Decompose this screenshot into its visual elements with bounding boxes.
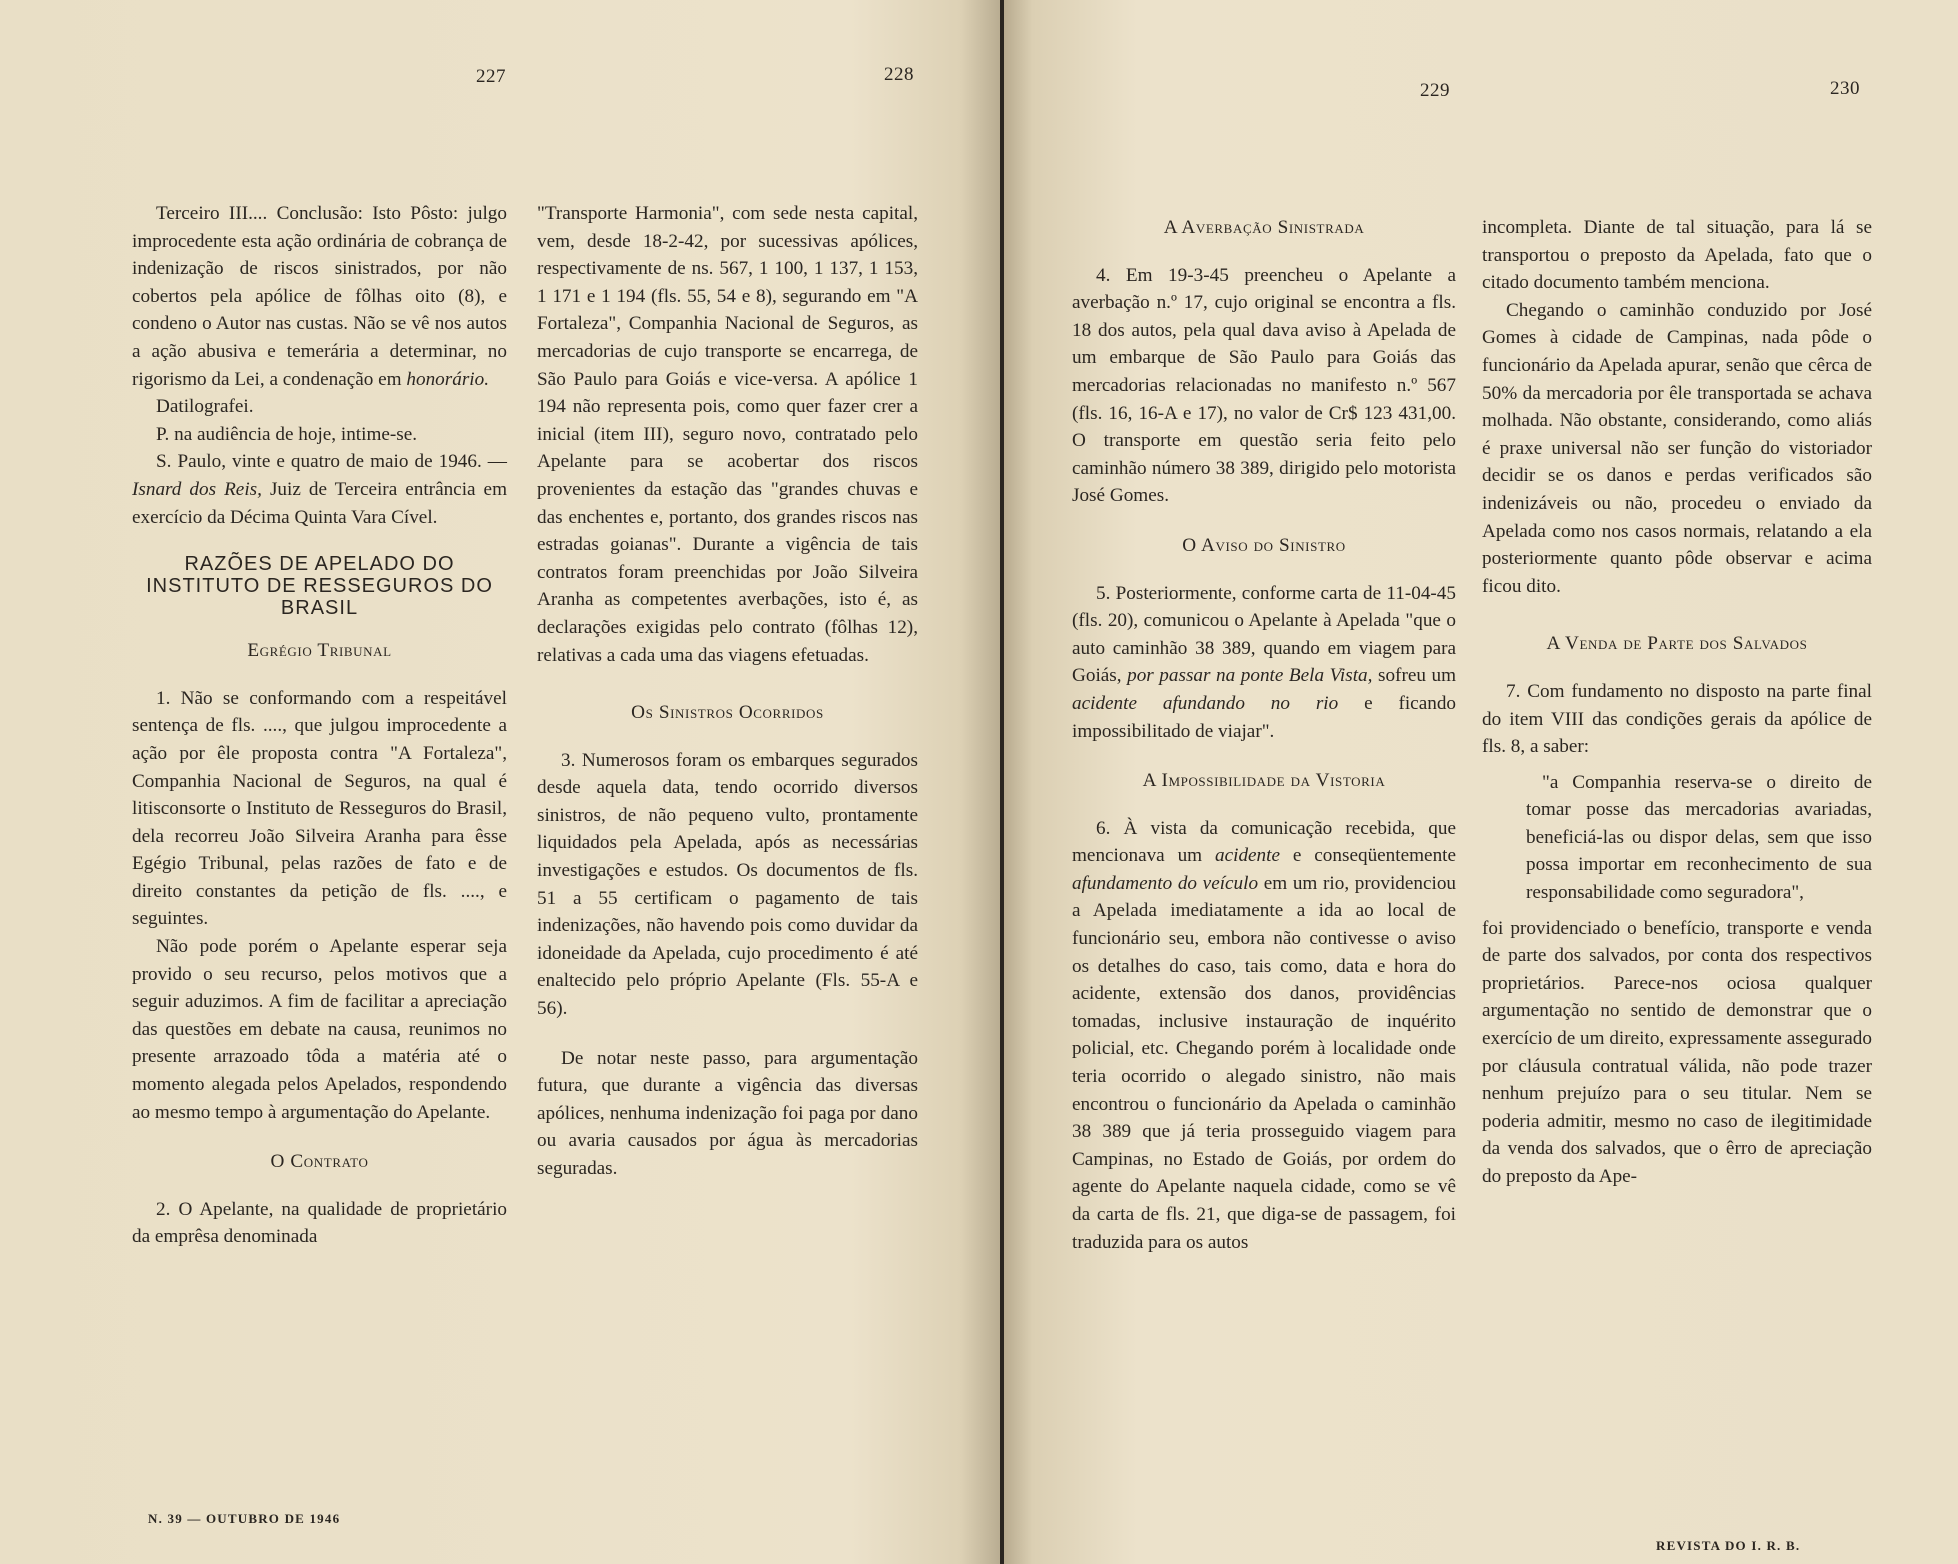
emphasis: acidente afundando no rio <box>1072 692 1339 714</box>
paragraph: P. na audiência de hoje, intime-se. <box>156 423 418 445</box>
emphasis: honorário. <box>406 368 490 390</box>
quoted-clause: "a Companhia reserva-se o direito de tomar posse das mercadorias avariadas, beneficiá-las ou dispor delas, sem que isso possa importar em reconhecimento de sua responsabilidade como seguradora", <box>1526 771 1872 904</box>
section-heading: O Aviso do Sinistro <box>1182 534 1346 556</box>
right-page <box>1004 0 1958 1564</box>
paragraph: 3. Numerosos foram os embarques segurados desde aquela data, tendo ocorrido diversos sinistros, de não pequeno vulto, prontamente liquidados pela Apelada, após as necessárias investigações e estudos. Os documentos de fls. 51 a 55 certificam o pagamento de tais indenizações, não havendo pois como duvidar da idoneidade da Apelada, cujo procedimento é até enaltecido pelo próprio Apelante (Fls. 55-A e 56). <box>537 749 918 1020</box>
paragraph <box>1072 815 1456 1257</box>
paragraph: foi providenciado o benefício, transporte e venda de parte dos salvados, por conta dos respectivos proprietários. Parece-nos ociosa qualquer argumentação no sentido de demonstrar que o exercício de um direito, expressamente assegurado por cláusula contratual válida, não pode trazer nenhum prejuízo para o seu titular. Nem se poderia admitir, mesmo no caso de ilegitimidade da venda dos salvados, que o êrro de apreciação do preposto da Ape- <box>1482 917 1872 1187</box>
text: Juiz de Terceira entrância em exercício da Décima Quinta Vara Cível. <box>132 478 507 528</box>
paragraph: "Transporte Harmonia", com sede nesta capital, vem, desde 18-2-42, por sucessivas apólices, respectivamente de ns. 567, 1 100, 1 137, 1 153, 1 171 e 1 194 (fls. 55, 54 e 8), segurando em "A Fortaleza", Companhia Nacional de Seguros, as mercadorias de cujo transporte se encarrega, de São Paulo para Goiás e vice-versa. A apólice 1 194 não representa pois, como quer fazer crer a inicial (item III), seguro novo, contratado pelo Apelante para se acobertar dos riscos provenientes da estação das "grandes chuvas e das enchentes e, portanto, dos grandes riscos nas estradas goianas". Durante a vigência de tais contratos foram preenchidas por João Silveira Aranha as competentes averbações, isto é, as declarações exigidas pelo contrato (fôlhas 12), relativas a cada uma das viagens efetuadas. <box>537 203 918 666</box>
section-heading: Os Sinistros Ocorridos <box>631 702 824 724</box>
emphasis: por passar na ponte Bela Vista, <box>1127 665 1373 687</box>
footer-journal: REVISTA DO I. R. B. <box>1656 1538 1801 1553</box>
emphasis: Isnard dos Reis, <box>132 478 262 500</box>
page-number-228: 228 <box>884 64 914 85</box>
emphasis: afundamento do veículo <box>1072 872 1259 894</box>
emphasis: acidente <box>1215 845 1280 867</box>
footer-issue: N. 39 — OUTUBRO DE 1946 <box>148 1511 341 1526</box>
page-number-227: 227 <box>476 66 506 87</box>
column-page-227 <box>132 200 507 1251</box>
text: e conseqüentemente <box>1292 845 1457 867</box>
text: sofreu um <box>1378 665 1457 687</box>
paragraph: De notar neste passo, para argumentação futura, que durante a vigência das diversas apólices, nenhuma indenização foi paga por dano ou avaria causados por água às mercadorias seguradas. <box>537 1047 918 1179</box>
text: e ficando impossibilitado de viajar". <box>1072 692 1457 742</box>
text: S. Paulo, vinte e quatro de maio de 1946. — <box>156 451 507 473</box>
paragraph: 7. Com fundamento no disposto na parte final do item VIII das condições gerais da apólice de fls. 8, a saber: <box>1482 680 1872 758</box>
column-page-230 <box>1482 214 1872 1191</box>
paragraph <box>132 200 507 393</box>
text: Terceiro III.... Conclusão: Isto Pôsto: julgo improcedente esta ação ordinária de cobrança de indenização de riscos sinistrados, por não cobertos pela apólice de fôlhas oito (8), e condeno o Autor nas custas. Não se vê nos autos a ação abusiva e temerária a determinar, no rigorismo da Lei, a condenação em <box>132 203 507 390</box>
paragraph: Chegando o caminhão conduzido por José Gomes à cidade de Campinas, nada pôde o funcionário da Apelada apurar, senão que cêrca de 50% da mercadoria por êle transportada se achava molhada. Não obstante, considerando, como aliás é praxe universal não ser função do vistoriador decidir se os danos e perdas verificados são indenizáveis ou não, procedeu o enviado da Apelada como nos casos normais, relatando a ela posteriormente quanto pôde observar e acima ficou dito. <box>1482 299 1872 597</box>
section-heading: A Venda de Parte dos Salvados <box>1546 633 1808 655</box>
column-page-228 <box>537 200 918 1183</box>
paragraph: 4. Em 19-3-45 preencheu o Apelante a averbação n.º 17, cujo original se encontra a fls. 18 dos autos, pela qual dava aviso à Apelada de um embarque de São Paulo para Goiás das mercadorias relacionadas no manifesto n.º 567 (fls. 16, 16-A e 17), no valor de Cr$ 123 431,00. O transporte em questão seria feito pelo caminhão número 38 389, dirigido pelo motorista José Gomes. <box>1072 264 1456 507</box>
column-page-229 <box>1072 206 1456 1256</box>
text: 5. Posteriormente, conforme carta de 11-04-45 (fls. 20), comunicou o Apelante à Apelada "que o auto caminhão 38 389, quando em viagem para Goiás, <box>1072 582 1456 687</box>
section-subheading: Egrégio Tribunal <box>247 640 392 662</box>
paragraph <box>132 448 507 531</box>
paragraph: 1. Não se conformando com a respeitável sentença de fls. ...., que julgou improcedente a ação por êle proposta contra "A Fortaleza", Companhia Nacional de Seguros, na qual é litisconsorte o Instituto de Resseguros do Brasil, dela recorreu João Silveira Aranha para êsse Egégio Tribunal, pelas razões de fato e de direito constantes da petição de fls. ...., e seguintes. <box>132 687 507 930</box>
paragraph <box>1072 580 1456 746</box>
paragraph: 2. O Apelante, na qualidade de proprietário da emprêsa denominada <box>132 1198 507 1248</box>
paragraph: incompleta. Diante de tal situação, para lá se transportou o preposto da Apelada, fato que o citado documento também menciona. <box>1482 217 1872 294</box>
text: em um rio, providenciou a Apelada imediatamente a ida ao local de funcionário seu, embora não contivesse o aviso os detalhes do caso, tais como, data e hora do acidente, extensão dos danos, providências tomadas, inclusive instauração de inquérito policial, etc. Chegando porém à localidade onde teria ocorrido o alegado sinistro, não mais encontrou o funcionário da Apelada o caminhão 38 389 que já teria prosseguido viagem para Campinas, no Estado de Goiás, por ordem do agente do Apelante naquela cidade, como se vê da carta de fls. 21, que diga-se de passagem, foi traduzida para os autos <box>1072 872 1457 1253</box>
section-heading: A Averbação Sinistrada <box>1163 217 1365 238</box>
section-heading: RAZÕES DE APELADO DO INSTITUTO DE RESSEGUROS DO BRASIL <box>146 553 493 620</box>
text: 6. À vista da comunicação recebida, que mencionava um <box>1072 817 1456 867</box>
section-heading: O Contrato <box>270 1151 369 1173</box>
paragraph: Não pode porém o Apelante esperar seja provido o seu recurso, pelos motivos que a seguir aduzimos. A fim de facilitar a apreciação das questões em debate na causa, reunimos no presente arrazoado tôda a matéria até o momento alegada pelos Apelados, respondendo ao mesmo tempo à argumentação do Apelante. <box>132 936 507 1123</box>
page-number-229: 229 <box>1420 80 1450 101</box>
section-heading: A Impossibilidade da Vistoria <box>1142 770 1386 792</box>
paragraph: Datilografei. <box>156 396 254 418</box>
page-number-230: 230 <box>1830 78 1860 99</box>
